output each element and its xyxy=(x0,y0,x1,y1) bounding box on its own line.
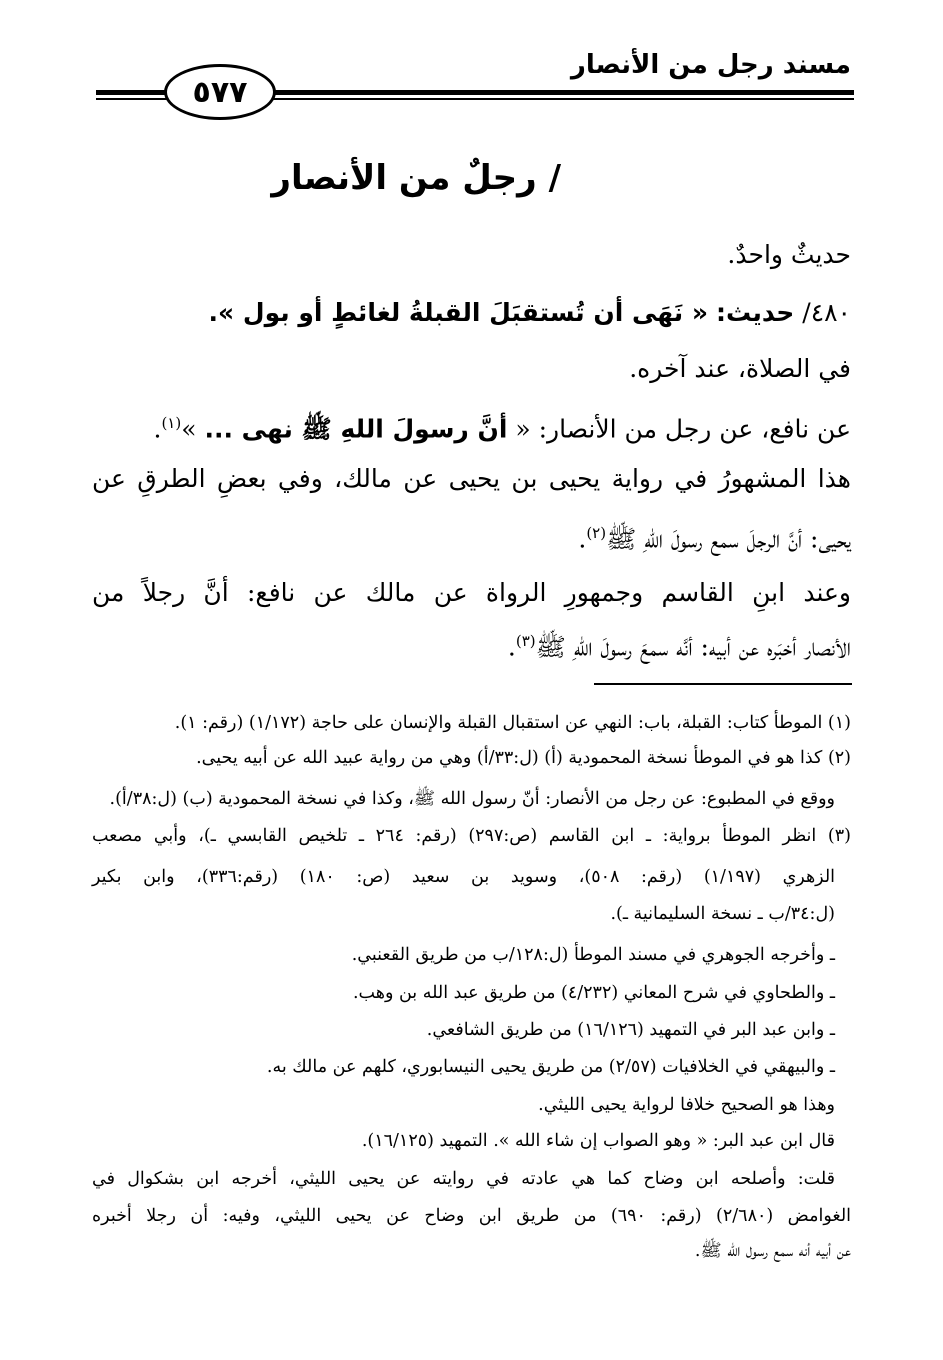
body-line-8-end: . xyxy=(507,632,516,662)
footnote-3-line-9: قال ابن عبد البر: « وهو الصواب إن شاء الله ». التمهيد (١٦/١٢٥). xyxy=(361,1131,835,1151)
body-line-4-b: أنَّ رسولَ اللهِ ﷺ نهى ... xyxy=(204,414,508,444)
footnote-3-line-6: ـ وابن عبد البر في التمهيد (١٦/١٢٦) من طريق الشافعي. xyxy=(426,1020,835,1040)
footnote-2: (٢) كذا هو في الموطأ نسخة المحمودية (أ) (ل:٣٣/أ) وهي من رواية عبيد الله عن أبيه يحيى. xyxy=(196,748,851,768)
body-line-1: حديثٌ واحدٌ. xyxy=(727,240,851,269)
hadith-text: « نَهَى أن تُستقبَلَ القبلةُ لغائطٍ أو بول ». xyxy=(208,298,709,327)
body-line-8-text: الأنصار أخبَره عن أبيه: أنَّه سمعَ رسولَ اللهِ ﷺ xyxy=(535,632,851,662)
body-line-3: في الصلاة، عند آخره. xyxy=(629,354,851,383)
footnote-3: (٣) انظر الموطأ برواية: ـ ابن القاسم (ص:٢٩٧) (رقم: ٢٦٤ ـ تلخيص القابسي ـ)، وأبي مصعب xyxy=(92,826,851,846)
body-line-4-a: عن نافع، عن رجل من الأنصار: « xyxy=(515,414,851,444)
body-line-7: وعند ابنِ القاسم وجمهورِ الرواة عن مالك عن نافع: أنَّ رجلاً من xyxy=(92,578,851,607)
footnote-separator xyxy=(594,683,852,685)
body-line-6-text: يحيى: أنَّ الرجلَ سمع رسولَ اللهِ ﷺ xyxy=(606,524,851,554)
body-line-5: هذا المشهورُ في رواية يحيى بن يحيى عن مالك، وفي بعضِ الطرقِ عن xyxy=(92,464,851,493)
body-line-4 xyxy=(153,406,851,446)
body-line-8 xyxy=(508,624,851,664)
footnote-ref-1: (١) xyxy=(161,414,182,432)
footnote-1: (١) الموطأ كتاب: القبلة، باب: النهي عن استقبال القبلة والإنسان على حاجة (١/١٧٢) (رقم: ١). xyxy=(174,713,851,733)
footnote-3-line-7: ـ والبيهقي في الخلافيات (٢/٥٧) من طريق يحيى النيسابوري، كلهم عن مالك به. xyxy=(266,1057,835,1077)
body-line-6 xyxy=(578,516,851,556)
footnote-ref-2: (٢) xyxy=(586,524,607,542)
footnote-3-line-12: عن أبيه أنه سمع رسول الله ﷺ. xyxy=(694,1241,851,1261)
page-number-badge xyxy=(164,64,276,120)
footnote-3-line-3: (ل:٣٤/ب ـ نسخة السليمانية ـ). xyxy=(610,904,835,924)
hadith-label: حديث: xyxy=(716,298,795,327)
section-title: / رجلٌ من الأنصار xyxy=(271,158,561,198)
hadith-number: ٤٨٠/ xyxy=(802,298,851,327)
hadith-line xyxy=(209,296,851,330)
body-line-6-end: . xyxy=(578,524,587,554)
body-line-4-c: » xyxy=(181,414,197,444)
body-line-4-end: . xyxy=(153,414,162,444)
footnote-ref-3: (٣) xyxy=(515,632,536,650)
running-header-title: مسند رجل من الأنصار xyxy=(570,50,851,80)
footnote-3-line-10: قلت: وأصلحه ابن وضاح كما هي عادته في روايته عن يحيى الليثي، أخرجه ابن بشكوال في xyxy=(92,1169,835,1189)
footnote-3-line-8: وهذا هو الصحيح خلافا لرواية يحيى الليثي. xyxy=(538,1095,835,1115)
footnote-2-cont: ووقع في المطبوع: عن رجل من الأنصار: أنّ رسول الله ﷺ، وكذا في نسخة المحمودية (ب) (ل:٣٨/أ). xyxy=(109,789,835,809)
footnote-3-line-4: ـ وأخرجه الجوهري في مسند الموطأ (ل:١٢٨/ب من طريق القعنبي. xyxy=(351,945,835,965)
footnote-3-line-2: الزهري (١/١٩٧) (رقم: ٥٠٨)، وسويد بن سعيد (ص: ١٨٠) (رقم:٣٣٦)، وابن بكير xyxy=(92,867,836,887)
footnote-3-line-5: ـ والطحاوي في شرح المعاني (٤/٢٣٢) من طريق عبد الله بن وهب. xyxy=(352,983,835,1003)
page-number: ٥٧٧ xyxy=(192,74,248,110)
footnote-3-line-11: الغوامض (٢/٦٨٠) (رقم: ٦٩٠) من طريق ابن وضاح عن يحيى الليثي، وفيه: أن رجلا أخبره xyxy=(92,1206,852,1226)
